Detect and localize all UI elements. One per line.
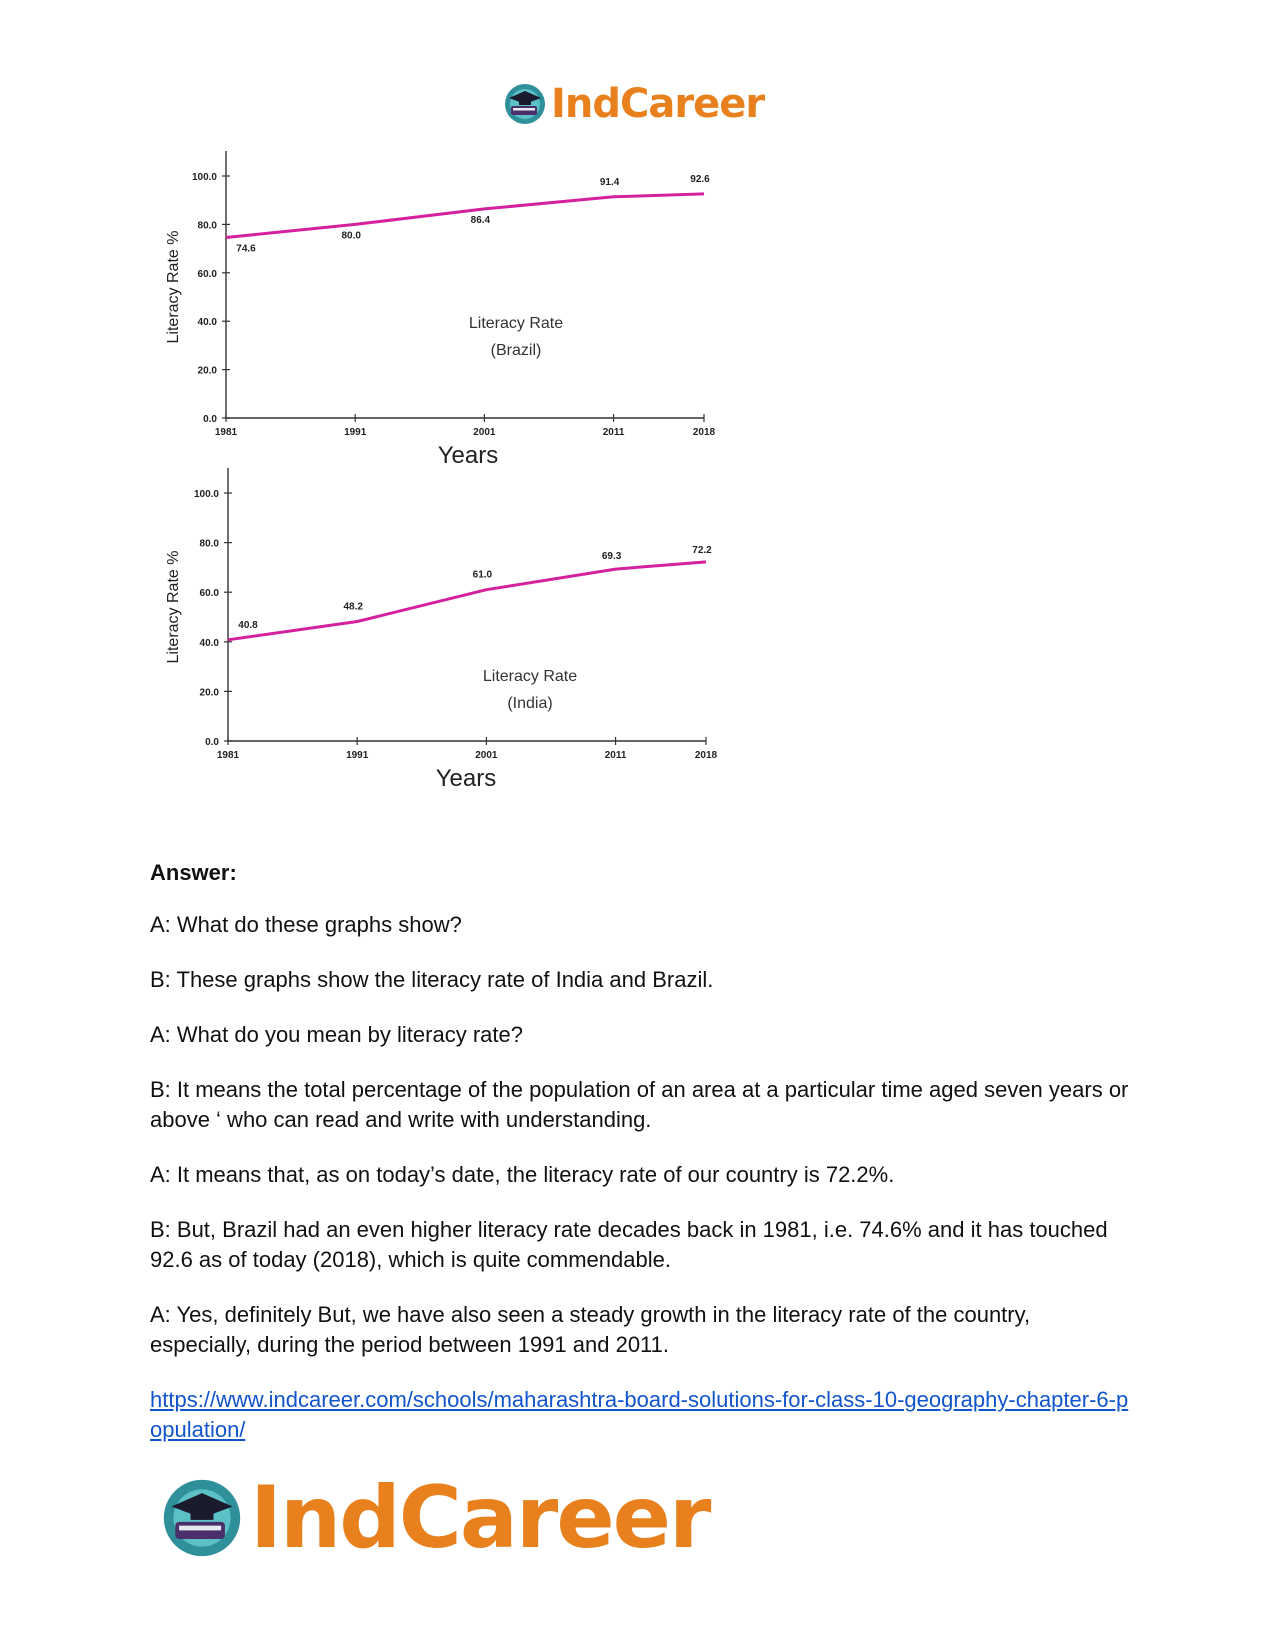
india-literacy-chart xyxy=(160,489,740,830)
y-axis-label: Literacy Rate % xyxy=(165,550,182,664)
data-label: 91.4 xyxy=(599,176,620,188)
x-tick-label: 2001 xyxy=(473,427,496,438)
chart-title: Literacy Rate xyxy=(468,315,564,332)
graduation-cap-book-globe-icon xyxy=(160,1476,244,1560)
answer-section xyxy=(150,858,1130,1470)
dialogue-line: A: What do you mean by literacy rate? xyxy=(150,1022,523,1047)
y-tick-label: 40.0 xyxy=(197,317,217,329)
data-label: 40.8 xyxy=(238,619,258,631)
literacy-rate-line xyxy=(226,194,704,238)
x-tick-label: 1981 xyxy=(216,750,240,761)
data-label: 69.3 xyxy=(601,551,622,563)
data-label: 74.6 xyxy=(236,243,256,255)
x-tick-label: 2018 xyxy=(694,750,718,761)
y-tick-label: 0.0 xyxy=(203,414,217,425)
data-label: 61.0 xyxy=(472,569,493,581)
brand-name: IndCareer xyxy=(250,1468,710,1568)
y-tick-label: 60.0 xyxy=(197,268,217,280)
y-tick-label: 100.0 xyxy=(193,489,219,500)
dialogue-line: B: But, Brazil had an even higher literacy rate decades back in 1981, i.e. 74.6% and it has touched 92.6 as of today (2018), which is quite commendable. xyxy=(150,1217,1108,1272)
y-tick-label: 60.0 xyxy=(199,588,219,600)
data-label: 72.2 xyxy=(692,544,712,556)
y-tick-label: 20.0 xyxy=(199,687,219,699)
x-axis-label: Years xyxy=(435,765,497,792)
graduation-cap-book-globe-icon xyxy=(503,82,547,126)
x-tick-label: 1991 xyxy=(344,427,367,438)
literacy-rate-line xyxy=(228,562,706,640)
answer-heading: Answer: xyxy=(150,860,237,885)
x-axis-label: Years xyxy=(437,442,499,469)
dialogue-line: A: It means that, as on today’s date, the literacy rate of our country is 72.2%. xyxy=(150,1162,895,1187)
brazil-literacy-chart xyxy=(160,150,740,485)
dialogue-line: A: What do these graphs show? xyxy=(150,912,462,937)
y-tick-label: 20.0 xyxy=(197,365,217,377)
brazil-chart-svg xyxy=(160,150,740,480)
dialogue-line: B: These graphs show the literacy rate of India and Brazil. xyxy=(150,967,714,992)
dialogue-line: A: Yes, definitely But, we have also seen a steady growth in the literacy rate of the country, especially, during the period between 1991 and 2011. xyxy=(150,1302,1031,1357)
source-link[interactable]: https://www.indcareer.com/schools/maharashtra-board-solutions-for-class-10-geography-chapter-6-population/ xyxy=(150,1387,1129,1442)
chart-subtitle: (India) xyxy=(507,695,553,712)
x-tick-label: 2018 xyxy=(692,427,716,438)
dialogue-line: B: It means the total percentage of the population of an area at a particular time aged seven years or above ‘ who can read and write with understanding. xyxy=(150,1077,1129,1132)
chart-subtitle: (Brazil) xyxy=(490,342,542,359)
data-label: 48.2 xyxy=(343,601,363,613)
indcareer-logo-bottom[interactable] xyxy=(160,1468,709,1568)
y-tick-label: 80.0 xyxy=(197,220,217,232)
y-tick-label: 0.0 xyxy=(205,737,219,748)
x-tick-label: 2011 xyxy=(604,750,627,761)
x-tick-label: 1981 xyxy=(214,427,238,438)
y-tick-label: 80.0 xyxy=(199,538,219,550)
x-tick-label: 2001 xyxy=(475,750,498,761)
chart-title: Literacy Rate xyxy=(482,668,578,685)
y-axis-label: Literacy Rate % xyxy=(165,230,182,344)
india-chart-svg xyxy=(160,489,740,825)
x-tick-label: 2011 xyxy=(602,427,625,438)
indcareer-logo-top[interactable] xyxy=(503,80,764,128)
data-label: 92.6 xyxy=(690,173,710,185)
data-label: 86.4 xyxy=(470,214,491,226)
data-label: 80.0 xyxy=(341,230,361,242)
y-tick-label: 40.0 xyxy=(199,637,219,649)
x-tick-label: 1991 xyxy=(346,750,369,761)
y-tick-label: 100.0 xyxy=(191,172,217,183)
brand-name: IndCareer xyxy=(551,81,765,127)
